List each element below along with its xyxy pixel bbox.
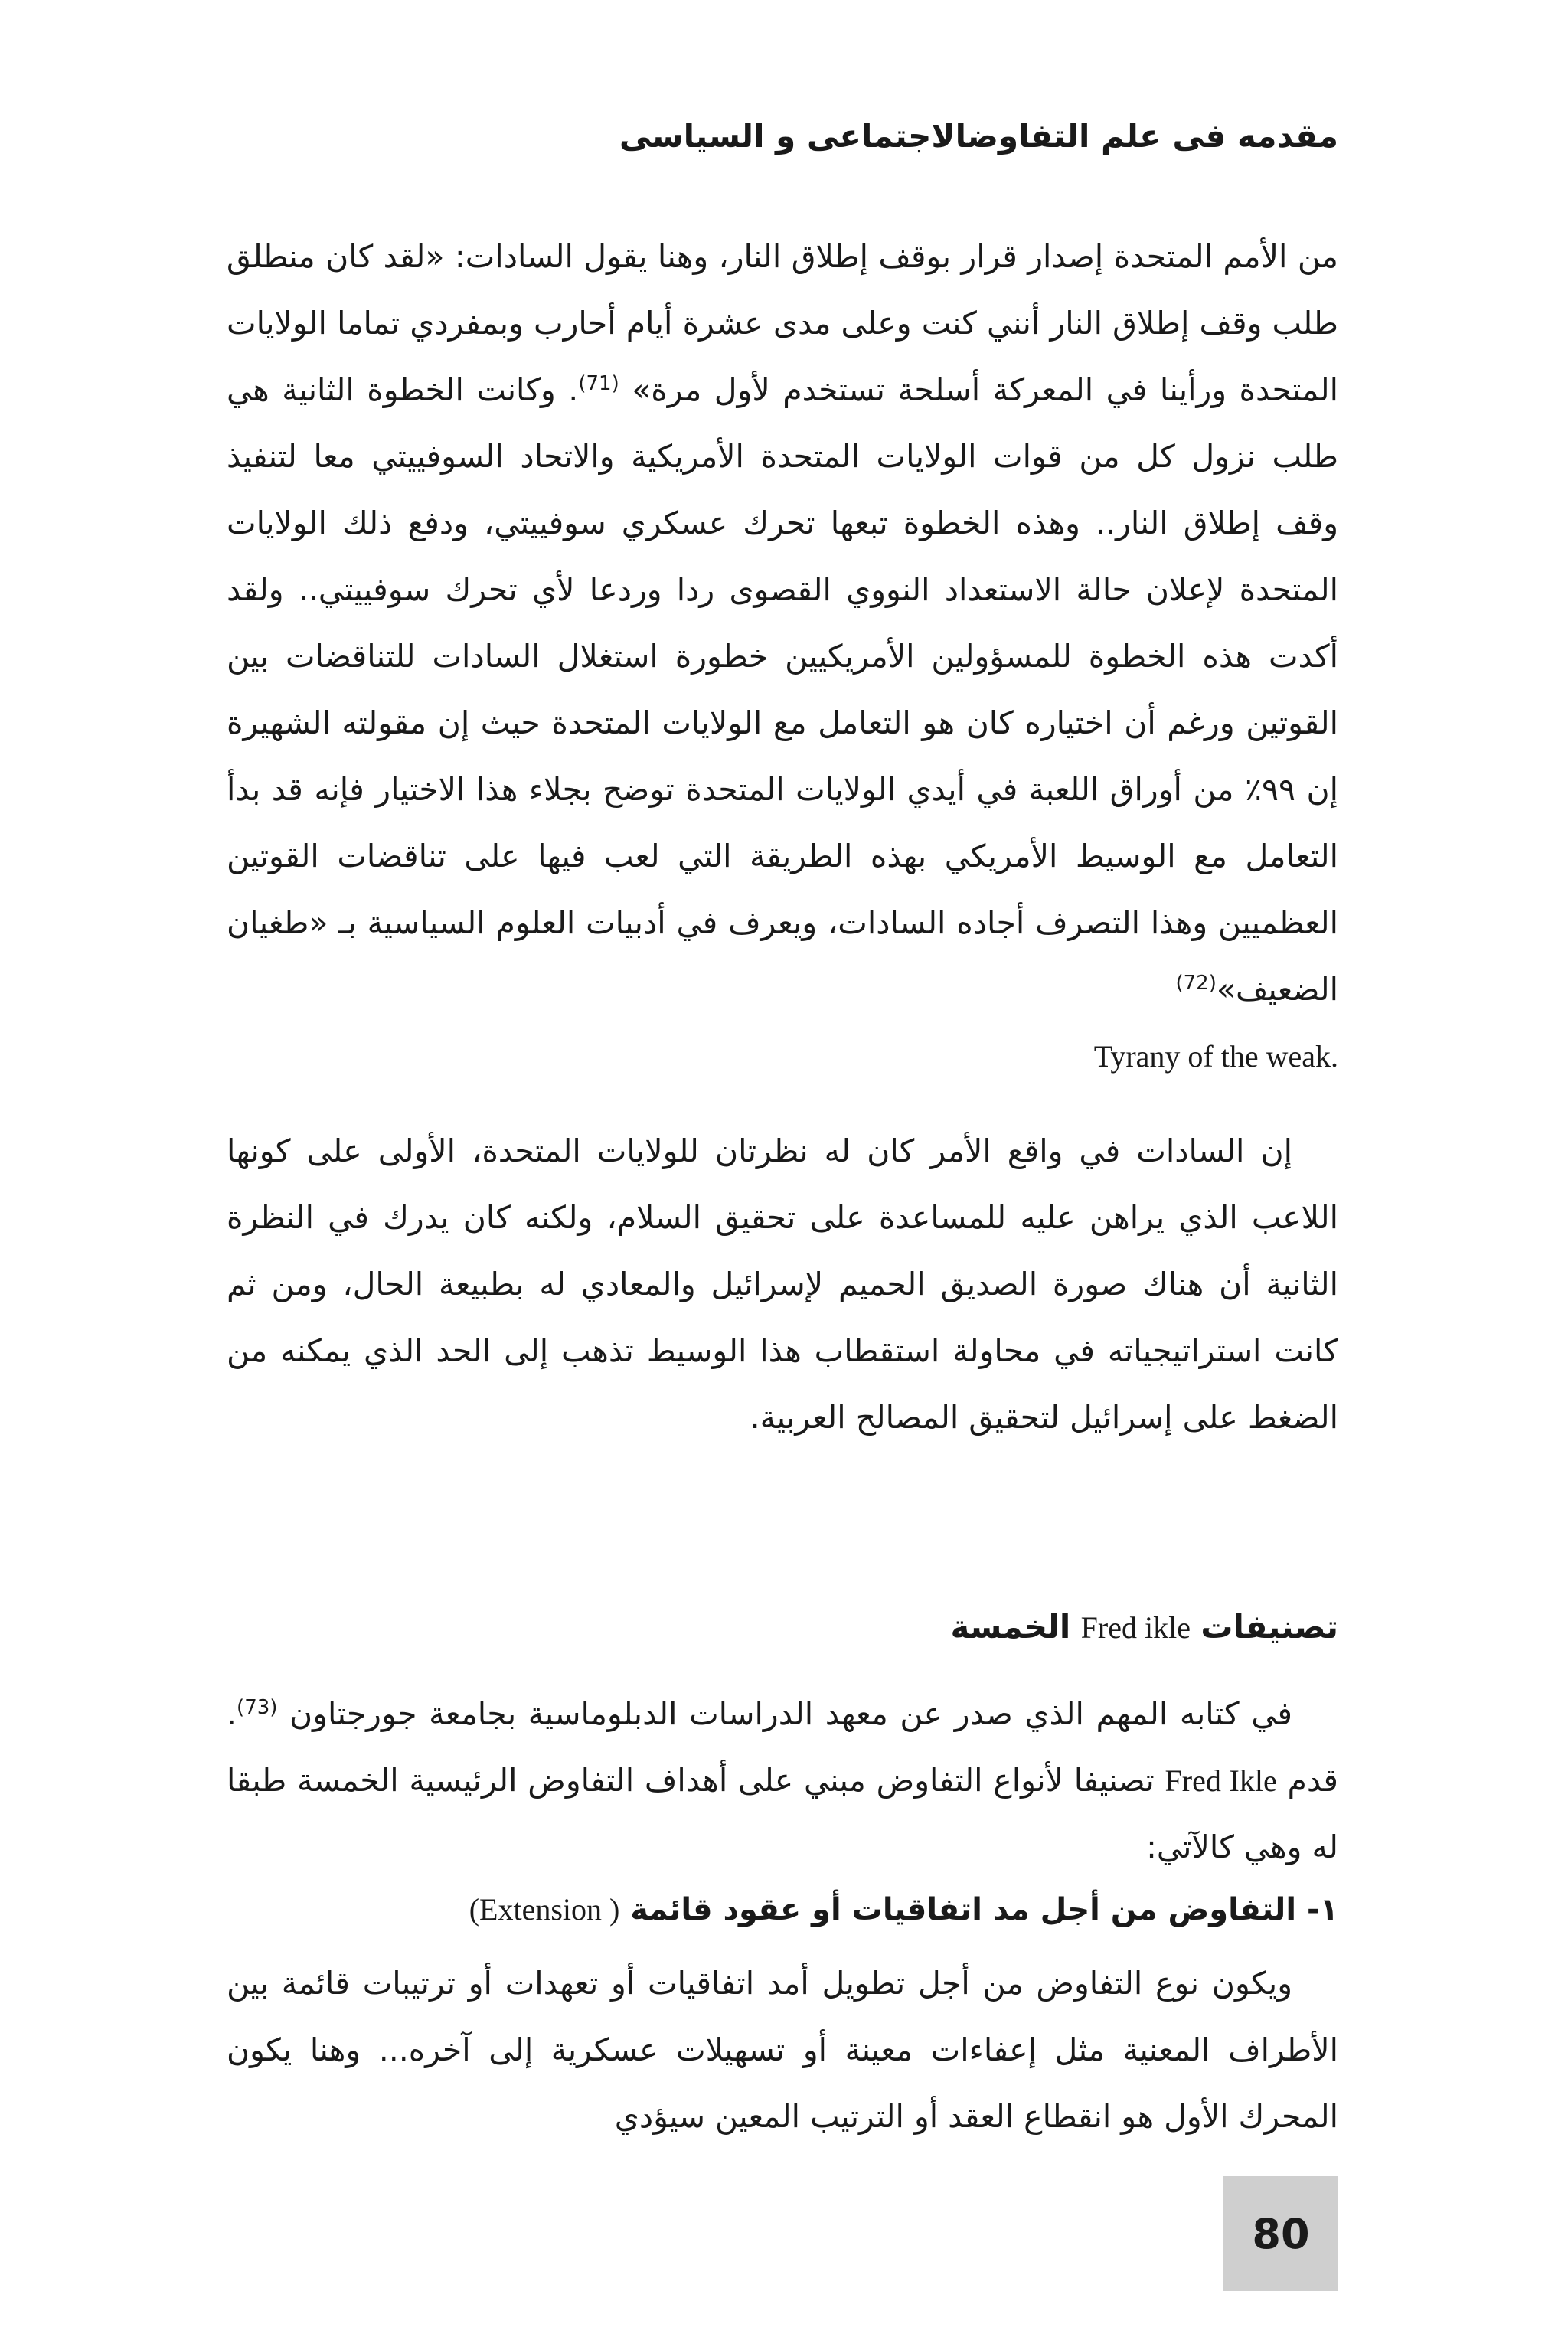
list-item-1-heading — [273, 1876, 1338, 1943]
page-number-box — [1223, 2176, 1338, 2291]
paragraph-1-text-a: من الأمم المتحدة إصدار قرار بوقف إطلاق النار، وهنا يقول السادات: «لقد كان منطلق طلب وقف إطلاق النار أنني كنت وعلى مدى عشرة أيام أحارب وبمفردي تماما الولايات المتحدة ورأينا في المعركة أسلحة تستخدم لأول مرة» — [227, 238, 1338, 408]
paragraph-2 — [227, 1118, 1338, 1451]
footnote-ref-72: (72) — [1175, 972, 1217, 995]
list-item-1-title: التفاوض من أجل مد اتفاقيات أو عقود قائمة — [630, 1892, 1297, 1927]
paragraph-1-body — [227, 224, 1338, 1023]
paragraph-3-text-c: تصنيفا لأنواع التفاوض مبني على أهداف التفاوض الرئيسية الخمسة طبقا له وهي كالآتي: — [227, 1762, 1338, 1865]
paragraph-3-body — [227, 1681, 1338, 1881]
paragraph-1 — [227, 224, 1338, 1090]
section-heading-name: Fred ikle — [1080, 1610, 1191, 1645]
list-item-1-english: ( Extension) — [469, 1892, 620, 1927]
page-number: 80 — [1252, 2209, 1310, 2258]
footnote-ref-71: (71) — [578, 372, 619, 395]
footnote-ref-73: (73) — [237, 1696, 278, 1719]
paragraph-3-name: Fred Ikle — [1165, 1763, 1277, 1798]
paragraph-3 — [227, 1681, 1338, 1881]
paragraph-4 — [227, 1950, 1338, 2150]
section-heading — [227, 1593, 1338, 1662]
running-header: مقدمه فى علم التفاوضالاجتماعى و السياسى — [619, 117, 1338, 155]
paragraph-3-text-b: . قدم — [227, 1695, 1338, 1799]
paragraph-3-text-a: في كتابه المهم الذي صدر عن معهد الدراسات الدبلوماسية بجامعة جورجتاون — [289, 1695, 1292, 1732]
paragraph-4-body: ويكون نوع التفاوض من أجل تطويل أمد اتفاقيات أو تعهدات أو ترتيبات قائمة بين الأطراف المعنية مثل إعفاءات معينة أو تسهيلات عسكرية إلى آخره... وهنا يكون المحرك الأول هو انقطاع العقد أو الترتيب المعين سيؤدي — [227, 1965, 1338, 2135]
section-heading-word-2: الخمسة — [950, 1608, 1071, 1646]
section-heading-word-1: تصنيفات — [1200, 1608, 1338, 1646]
list-item-1-number: ١- — [1306, 1892, 1338, 1927]
english-term-line: .Tyrany of the weak — [1093, 1039, 1338, 1074]
paragraph-2-body: إن السادات في واقع الأمر كان له نظرتان للولايات المتحدة، الأولى على كونها اللاعب الذي يراهن عليه للمساعدة على تحقيق السلام، ولكنه كان يدرك في النظرة الثانية أن هناك صورة الصديق الحميم لإسرائيل والمعادي له بطبيعة الحال، ومن ثم كانت استراتيجياته في محاولة استقطاب هذا الوسيط تذهب إلى الحد الذي يمكنه من الضغط على إسرائيل لتحقيق المصالح العربية. — [227, 1133, 1338, 1436]
paragraph-1-text-b: . وكانت الخطوة الثانية هي طلب نزول كل من قوات الولايات المتحدة الأمريكية والاتحاد السوفييتي معا لتنفيذ وقف إطلاق النار.. وهذه الخطوة تبعها تحرك عسكري سوفييتي، ودفع ذلك الولايات المتحدة لإعلان حالة الاستعداد النووي القصوى ردا وردعا لأي تحرك سوفييتي.. ولقد أكدت هذه الخطوة للمسؤولين الأمريكيين خطورة استغلال السادات للتناقضات بين القوتين ورغم أن اختياره كان هو التعامل مع الولايات المتحدة حيث إن مقولته الشهيرة إن ٩٩٪ من أوراق اللعبة في أيدي الولايات المتحدة توضح بجلاء هذا الاختيار فإنه قد بدأ التعامل مع الوسيط الأمريكي بهذه الطريقة التي لعب فيها على تناقضات القوتين العظميين وهذا التصرف أجاده السادات، ويعرف في أدبيات العلوم السياسية بـ «طغيان الضعيف» — [227, 371, 1338, 1008]
